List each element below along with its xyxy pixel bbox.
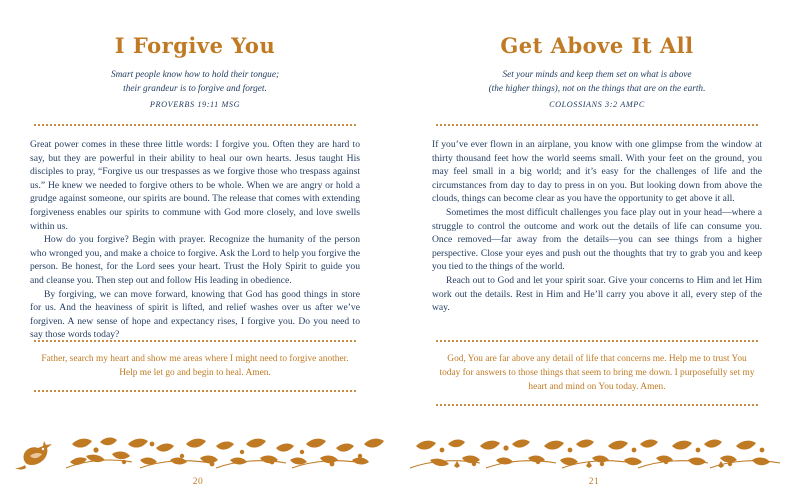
divider-dotted bbox=[34, 122, 356, 126]
body-paragraph: By forgiving, we can move forward, knowing that God has good things in store for us. And the heaviness of spirit is lifted, and relief washes over us after we’ve forgiven. A new sense of hope and expectancy rises, I forgive you. Do you need to say those words today? bbox=[30, 288, 360, 341]
page-number: 20 bbox=[192, 477, 204, 487]
bird-and-leaves-border-icon bbox=[0, 404, 396, 476]
page-number: 21 bbox=[588, 477, 600, 487]
page-title: Get Above It All bbox=[500, 33, 694, 58]
page-right-content bbox=[396, 0, 792, 315]
verse-line-1: Smart people know how to hold their tongue; bbox=[110, 70, 280, 81]
divider-dotted bbox=[436, 404, 758, 406]
page-gutter bbox=[395, 0, 397, 504]
divider-dotted bbox=[436, 340, 758, 342]
devotional-body bbox=[432, 138, 762, 315]
verse-line-1: Set your minds and keep them set on what is above bbox=[502, 70, 692, 81]
prayer-block-right bbox=[396, 340, 792, 406]
prayer-block-left bbox=[0, 340, 396, 392]
body-paragraph: How do you forgive? Begin with prayer. Recognize the humanity of the person who wronged you, and make a choice to forgive. Ask the Lord to help you forgive the person. Be honest, for the Lord sees your heart. Trust the Holy Spirit to guide you and cleanse you. Then step out and follow His leading in obedience. bbox=[30, 234, 360, 287]
divider-dotted bbox=[34, 390, 356, 392]
leaves-and-berries-border-icon bbox=[396, 404, 792, 476]
page-right bbox=[396, 0, 792, 504]
page-title: I Forgive You bbox=[114, 33, 276, 58]
body-paragraph: Sometimes the most difficult challenges you face play out in your head—where a struggle to control the outcome and work out the details of life can consume you. Once removed—far away from the details—you can see things from a higher perspective. Close your eyes and push out the thoughts that try to grab you and keep you tied to the things of the world. bbox=[432, 206, 762, 273]
verse-line-2: (the higher things), not on the things that are on the earth. bbox=[488, 83, 706, 94]
prayer-text: God, You are far above any detail of life that concerns me. Help me to trust You today for answers to those things that seem to bring me down. I purposefully set my heart and mind on You today. Amen. bbox=[439, 354, 755, 393]
scripture-verse bbox=[446, 69, 748, 111]
verse-reference: PROVERBS 19:11 MSG bbox=[149, 100, 241, 110]
body-paragraph: Great power comes in these three little words: I forgive you. Often they are hard to say, but they are powerful in their ability to heal our own hearts. Jesus taught His disciples to pray, “Forgive us our trespasses as we forgive those who trespass against us.” He knew we needed to forgive others to be whole. When we are angry or hold a grudge against someone, our spirits are bound. The release that comes with extending forgiveness enables our spirits to commune with God more closely, and love swells within us. bbox=[30, 138, 360, 232]
scripture-verse bbox=[44, 69, 346, 111]
verse-reference: COLOSSIANS 3:2 AMPC bbox=[549, 100, 645, 110]
verse-line-2: their grandeur is to forgive and forget. bbox=[123, 83, 267, 94]
body-paragraph: If you’ve ever flown in an airplane, you know with one glimpse from the window at thirty thousand feet how the world seems small. With your feet on the ground, you may feel small in a big world; and it’s easy for the challenges of life and the circumstances from day to day to press in on you. But looking down from above the clouds, things can become clear as you have the opportunity to get above it all. bbox=[432, 138, 762, 205]
divider-dotted bbox=[34, 340, 356, 342]
body-paragraph: Reach out to God and let your spirit soar. Give your concerns to Him and let Him work out the details. Rest in Him and He’ll carry you above it all, every step of the way. bbox=[432, 275, 762, 314]
page-left-content bbox=[0, 0, 396, 342]
prayer-text: Father, search my heart and show me areas where I might need to forgive another. Help me let go and begin to heal. Amen. bbox=[41, 354, 349, 379]
divider-dotted bbox=[436, 122, 758, 126]
devotional-body bbox=[30, 138, 360, 342]
